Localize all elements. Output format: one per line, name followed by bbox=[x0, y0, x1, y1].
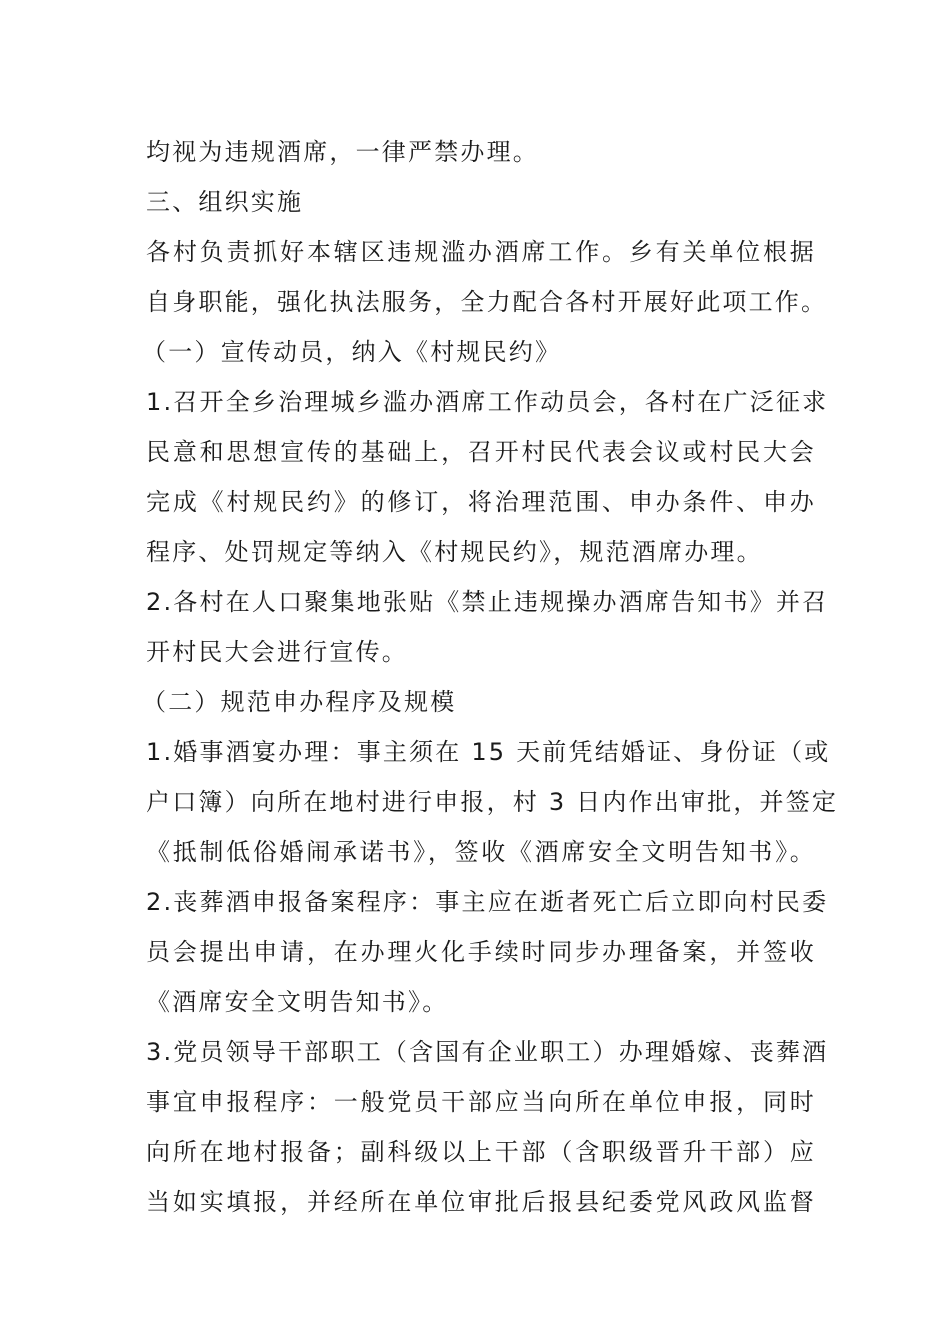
text-line: 程序、处罚规定等纳入《村规民约》，规范酒席办理。 bbox=[146, 538, 763, 566]
text-line: 开村民大会进行宣传。 bbox=[146, 638, 408, 666]
text-line: 向所在地村报备；副科级以上干部（含职级晋升干部）应 bbox=[146, 1138, 816, 1166]
text-line: 2.丧葬酒申报备案程序：事主应在逝者死亡后立即向村民委 bbox=[146, 888, 829, 916]
section-heading: 三、组织实施 bbox=[146, 188, 304, 216]
text-line: 1.召开全乡治理城乡滥办酒席工作动员会，各村在广泛征求 bbox=[146, 388, 829, 416]
text-line: 户口簿）向所在地村进行申报，村 3 日内作出审批，并签定 bbox=[146, 788, 839, 816]
text-line: 自身职能，强化执法服务，全力配合各村开展好此项工作。 bbox=[146, 288, 828, 316]
text-line: 事宜申报程序：一般党员干部应当向所在单位申报，同时 bbox=[146, 1088, 816, 1116]
text-line: 3.党员领导干部职工（含国有企业职工）办理婚嫁、丧葬酒 bbox=[146, 1038, 829, 1066]
text-line: 民意和思想宣传的基础上，召开村民代表会议或村民大会 bbox=[146, 438, 816, 466]
text-line: 2.各村在人口聚集地张贴《禁止违规操办酒席告知书》并召 bbox=[146, 588, 829, 616]
text-line: 当如实填报，并经所在单位审批后报县纪委党风政风监督 bbox=[146, 1188, 816, 1216]
text-line: 1.婚事酒宴办理：事主须在 15 天前凭结婚证、身份证（或 bbox=[146, 738, 831, 766]
subsection-heading: （一）宣传动员，纳入《村规民约》 bbox=[142, 338, 562, 366]
text-line: 《抵制低俗婚闹承诺书》，签收《酒席安全文明告知书》。 bbox=[146, 838, 816, 866]
text-line: 均视为违规酒席，一律严禁办理。 bbox=[146, 138, 539, 166]
text-line: 员会提出申请，在办理火化手续时同步办理备案，并签收 bbox=[146, 938, 816, 966]
text-line: 完成《村规民约》的修订，将治理范围、申办条件、申办 bbox=[146, 488, 816, 516]
subsection-heading: （二）规范申办程序及规模 bbox=[142, 688, 457, 716]
text-line: 《酒席安全文明告知书》。 bbox=[146, 988, 449, 1016]
text-line: 各村负责抓好本辖区违规滥办酒席工作。乡有关单位根据 bbox=[146, 238, 816, 266]
